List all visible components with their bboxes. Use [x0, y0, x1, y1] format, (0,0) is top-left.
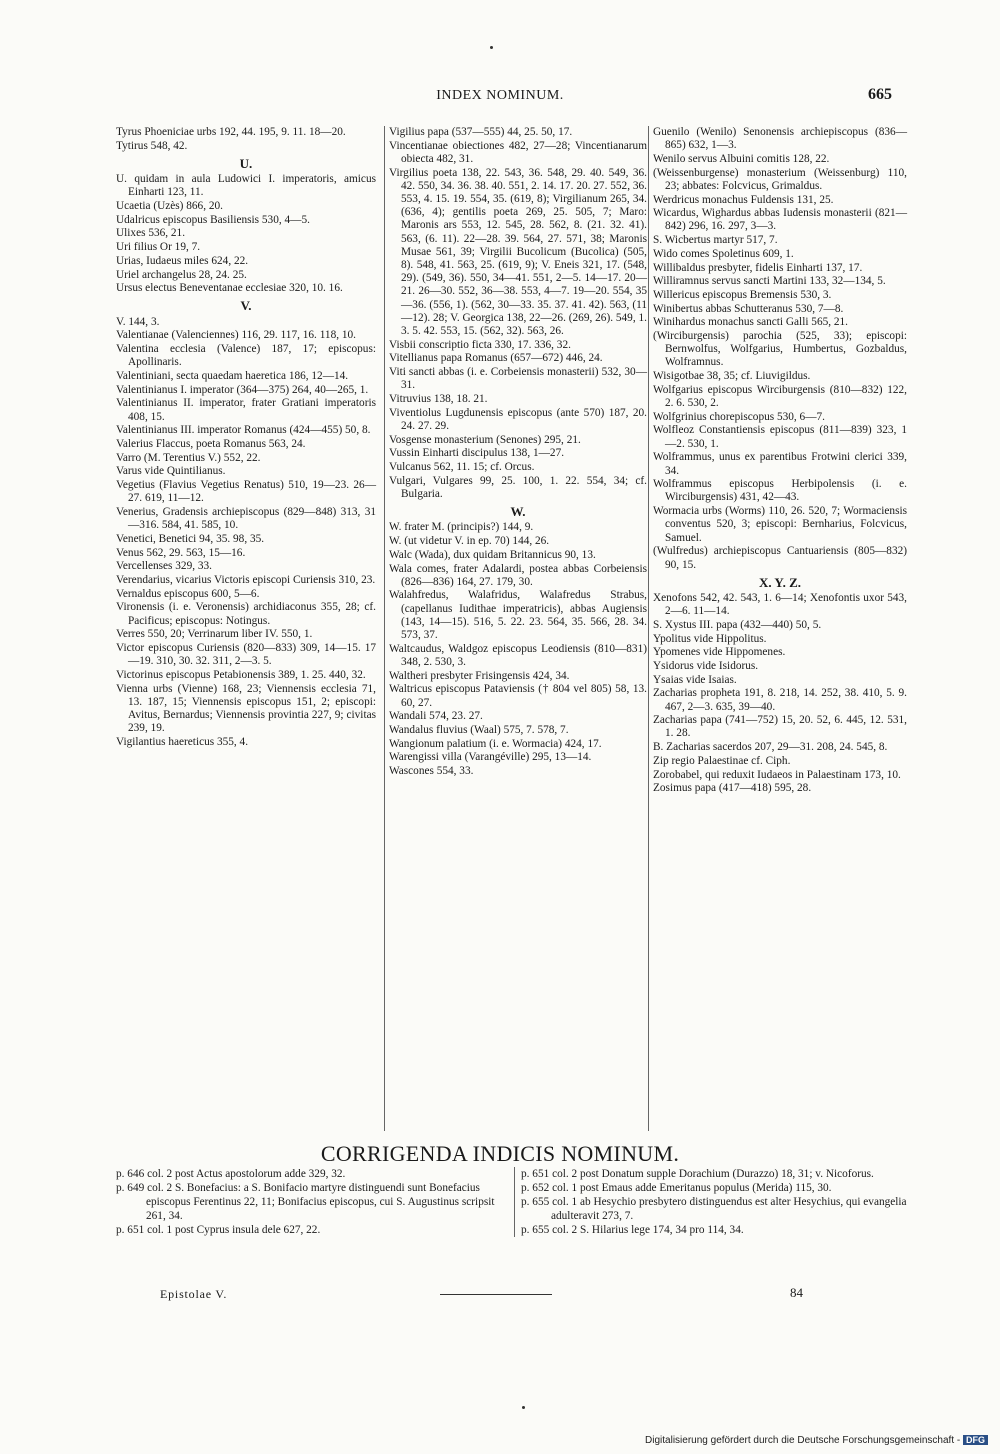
index-entry: Varus vide Quintilianus.: [116, 465, 226, 478]
index-entry: Urias, Iudaeus miles 624, 22.: [116, 254, 249, 267]
index-entry: Zosimus papa (417—418) 595, 28.: [653, 782, 812, 795]
index-entry: Venerius, Gradensis archiepiscopus (829—848) 313, 31—316. 584, 41. 585, 10.: [116, 505, 376, 532]
index-entry: Winihardus monachus sancti Galli 565, 21.: [653, 316, 849, 329]
index-entry: Williramnus servus sancti Martini 133, 32—134, 5.: [653, 275, 886, 288]
digitization-credit: [645, 1435, 988, 1446]
index-entry: Vegetius (Flavius Vegetius Renatus) 510, 19—23. 26—27. 619, 11—12.: [116, 479, 376, 505]
index-entry: Vigilantius haereticus 355, 4.: [116, 735, 249, 748]
index-entry: Werdricus monachus Fuldensis 131, 25.: [653, 193, 834, 206]
index-entry: Ulixes 536, 21.: [116, 227, 186, 240]
index-entry: Wenilo servus Albuini comitis 128, 22.: [653, 152, 830, 165]
index-entry: Valentinianus II. imperator, frater Gratiani imperatoris 408, 15.: [116, 397, 376, 423]
index-entry: Vernaldus episcopus 600, 5—6.: [116, 587, 260, 600]
index-column-2: [384, 126, 647, 1131]
index-entry: Vigilius papa (537—555) 44, 25. 50, 17.: [389, 126, 573, 138]
index-entry: Victor episcopus Curiensis (820—833) 309, 14—15. 17—19. 310, 30. 32. 311, 2—3. 5.: [116, 642, 376, 668]
index-column-3: [648, 126, 907, 1131]
index-entry: Vincentianae obiectiones 482, 27—28; Vincentianarum obiecta 482, 31.: [389, 139, 647, 165]
index-entry: Ucaetia (Uzès) 866, 20.: [116, 200, 223, 213]
index-entry: Visbii conscriptio ficta 330, 17. 336, 32.: [389, 338, 571, 351]
index-entry: Xenofons 542, 42. 543, 1. 6—14; Xenofontis uxor 543, 2—6. 11—14.: [653, 591, 907, 618]
index-entry: Zorobabel, qui reduxit Iudaeos in Palaestinam 173, 10.: [653, 768, 901, 781]
index-entry: Wolfleoz Constantiensis episcopus (811—839) 323, 1—2. 530, 1.: [653, 424, 907, 450]
index-entry: Walahfredus, Walafridus, Walafredus Strabus, (capellanus Iudithae imperatricis), abbas Augiensis (143, 14—15). 516, 5. 22. 23. 564, 35. 566, 28. 34. 573, 37.: [389, 589, 647, 642]
index-entry: Virgilius poeta 138, 22. 543, 36. 548, 29. 40. 549, 36. 42. 550, 34. 36. 38. 40. 551, 2. 14. 17. 20. 27. 552, 36. 553, 4. 15. 19. 554, 35. (619, 8); Virgilianum 265, 34. (636, 4); gentilis poeta 269, 25. 505, 7; Maro: Maronis ars 553, 12. 545, 28. 562, 8. (21. 32. 41). 563, (6. 11). 22—28. 39. 564, 27. 571, 38; Maronis Musae 561, 39; Virgilii Bucolicum (Bucolica) (505, 8). 548, 41. 563, 25. (619, 9); V. Eneis 321, 17. (548, 29). (549, 36). 550, 34—41. 551, 2—5. 14—17. 20—21. 26—30. 552, 36—38. 553, 4—7. 19—20. 554, 35—36. (556, 1). (562, 30—33. 35. 37. 41. 42). 563, (11—12). 28; V. Georgica 138, 22—26. (269, 26). 549, 1. 3. 5. 42. 553, 15. (562, 32). 563, 26.: [389, 166, 647, 338]
index-entry: Victorinus episcopus Petabionensis 389, 1. 25. 440, 32.: [116, 668, 366, 681]
index-entry: Wido comes Spoletinus 609, 1.: [653, 247, 794, 260]
corrigenda-right-column: [514, 1167, 911, 1237]
index-entry: Ursus electus Beneventanae ecclesiae 320, 10. 16.: [116, 282, 343, 295]
corrigenda-title: CORRIGENDA INDICIS NOMINUM.: [320, 1141, 680, 1166]
index-entry: Uri filius Or 19, 7.: [116, 241, 201, 254]
section-letter: V.: [240, 298, 252, 314]
index-entry: Tytirus 548, 42.: [116, 139, 188, 152]
index-entry: Vitruvius 138, 18. 21.: [389, 393, 488, 406]
index-entry: Waltricus episcopus Pataviensis († 804 vel 805) 58, 13. 60, 27.: [389, 683, 647, 709]
index-entry: Wormacia urbs (Worms) 110, 26. 520, 7; Wormaciensis conventus 520, 3; episcopi: Bernharius, Folcvicus, Samuel.: [653, 505, 907, 544]
corrigendum-item: p. 646 col. 2 post Actus apostolorum adde 329, 32.: [116, 1168, 346, 1180]
index-entry: Vitellianus papa Romanus (657—672) 446, 24.: [389, 352, 603, 365]
index-entry: U. quidam in aula Ludowici I. imperatoris, amicus Einharti 123, 11.: [116, 173, 376, 199]
index-entry: Wolfgarius episcopus Wirciburgensis (810—832) 122, 2. 6. 530, 2.: [653, 383, 907, 410]
section-letter: X. Y. Z.: [758, 574, 802, 590]
index-entry: Warengissi villa (Varangéville) 295, 13—14.: [389, 751, 592, 764]
print-speck: [522, 1406, 525, 1409]
index-entry: Wala comes, frater Adalardi, postea abbas Corbeiensis (826—836) 164, 27. 179, 30.: [389, 562, 647, 588]
corrigendum-item: p. 655 col. 1 ab Hesychio presbytero distinguendus est alter Hesychius, qui evangelia adulteravit 273, 7.: [521, 1196, 907, 1222]
index-entry: Varro (M. Terentius V.) 552, 22.: [116, 451, 261, 464]
index-entry: W. frater M. (principis?) 144, 9.: [389, 521, 534, 534]
index-entry: Valentianae (Valenciennes) 116, 29. 117, 16. 118, 10.: [116, 329, 356, 342]
index-entry: Wolfgrinius chorepiscopus 530, 6—7.: [653, 410, 825, 423]
sheet-signature: Epistolae V.: [160, 1287, 228, 1301]
index-entry: Verres 550, 20; Verrinarum liber IV. 550, 1.: [116, 628, 313, 641]
index-entry: B. Zacharias sacerdos 207, 29—31. 208, 24. 545, 8.: [653, 741, 888, 754]
index-entry: Waltcaudus, Waldgoz episcopus Leodiensis (810—831) 348, 2. 530, 3.: [389, 642, 647, 668]
index-entry: Valerius Flaccus, poeta Romanus 563, 24.: [116, 437, 306, 450]
index-entry: Viventiolus Lugdunensis episcopus (ante 570) 187, 20. 24. 27. 29.: [389, 406, 647, 432]
corrigendum-item: p. 649 col. 2 S. Bonefacius: a S. Bonifacio martyre distinguendi sunt Bonefacius episcopus Ferentinus 22, 11; Bonifacius episcopus, cui S. Augustinus scripsit 261, 34.: [116, 1182, 495, 1222]
credit-text: Digitalisierung gefördert durch die Deutsche Forschungsgemeinschaft -: [645, 1435, 961, 1446]
running-header-title: INDEX NOMINUM.: [436, 88, 564, 103]
index-entry: V. 144, 3.: [116, 315, 160, 328]
footer-rule: [440, 1294, 552, 1295]
index-entry: Wisigotbae 38, 35; cf. Liuvigildus.: [653, 370, 811, 383]
corrigendum-item: p. 651 col. 1 post Cyprus insula dele 627, 22.: [116, 1224, 321, 1236]
index-entry: Viti sancti abbas (i. e. Corbeiensis monasterii) 532, 30—31.: [389, 366, 647, 392]
section-letter: U.: [239, 155, 253, 171]
index-entry: Valentinianus III. imperator Romanus (424—455) 50, 8.: [116, 424, 371, 437]
index-entry: Ysidorus vide Isidorus.: [653, 659, 759, 672]
index-column-1: [116, 126, 376, 750]
index-entry: Valentinianus I. imperator (364—375) 264, 40—265, 1.: [116, 383, 369, 396]
index-entry: Vironensis (i. e. Veronensis) archidiaconus 355, 28; cf. Pacificus; episcopus: Notingus.: [116, 601, 376, 627]
corrigenda-left-column: [116, 1167, 500, 1237]
index-entry: Ypolitus vide Hippolitus.: [653, 632, 767, 645]
index-entry: Vercellenses 329, 33.: [116, 560, 212, 573]
index-entry: Zacharias propheta 191, 8. 218, 14. 252, 38. 410, 5. 9. 467, 2—3. 635, 39—40.: [653, 687, 907, 713]
corrigendum-item: p. 655 col. 2 S. Hilarius lege 174, 34 pro 114, 34.: [521, 1224, 744, 1236]
index-entry: Wascones 554, 33.: [389, 765, 474, 778]
index-entry: Vosgense monasterium (Senones) 295, 21.: [389, 433, 581, 446]
corrigendum-item: p. 652 col. 1 post Emaus adde Emeritanus populus (Merida) 115, 30.: [521, 1182, 832, 1194]
print-speck: [490, 46, 493, 49]
index-entry: Tyrus Phoeniciae urbs 192, 44. 195, 9. 11. 18—20.: [116, 126, 346, 138]
index-entry: Venus 562, 29. 563, 15—16.: [116, 546, 246, 559]
index-entry: Verendarius, vicarius Victoris episcopi Curiensis 310, 23.: [116, 574, 376, 586]
corrigendum-item: p. 651 col. 2 post Donatum supple Dorachium (Durazzo) 18, 31; v. Nicoforus.: [521, 1168, 874, 1180]
index-entry: Wandalus fluvius (Waal) 575, 7. 578, 7.: [389, 723, 569, 736]
section-letter: W.: [510, 504, 526, 520]
index-entry: Ypomenes vide Hippomenes.: [653, 646, 786, 659]
index-entry: Wolframmus episcopus Herbipolensis (i. e. Wirciburgensis) 431, 42—43.: [653, 478, 907, 504]
index-entry: Walc (Wada), dux quidam Britannicus 90, 13.: [389, 548, 596, 561]
index-entry: (Wirciburgensis) parochia (525, 33); episcopi: Bernwolfus, Wolfgarius, Humbertus, Gozbaldus, Wolframnus.: [653, 330, 907, 369]
index-entry: Vussin Einharti discipulus 138, 1—27.: [389, 447, 565, 460]
index-entry: Valentina ecclesia (Valence) 187, 17; episcopus: Apollinaris.: [116, 343, 376, 369]
dfg-logo: DFG: [963, 1435, 988, 1445]
index-entry: (Weissenburgense) monasterium (Weissenburg) 110, 23; abbates: Folcvicus, Grimaldus.: [653, 166, 907, 192]
index-entry: Willibaldus presbyter, fidelis Einharti 137, 17.: [653, 261, 863, 274]
index-entry: Zip regio Palaestinae cf. Ciph.: [653, 754, 791, 767]
index-entry: Wicardus, Wighardus abbas Iudensis monasterii (821—842) 296, 16. 297, 3—3.: [653, 207, 907, 233]
index-entry: W. (ut videtur V. in ep. 70) 144, 26.: [389, 535, 550, 548]
index-entry: Udalricus episcopus Basiliensis 530, 4—5.: [116, 213, 310, 226]
index-entry: S. Wicbertus martyr 517, 7.: [653, 234, 778, 247]
index-entry: Uriel archangelus 28, 24. 25.: [116, 268, 247, 281]
index-entry: Zacharias papa (741—752) 15, 20. 52, 6. 445, 12. 531, 1. 28.: [653, 714, 907, 740]
index-entry: S. Xystus III. papa (432—440) 50, 5.: [653, 618, 822, 631]
index-entry: Wangionum palatium (i. e. Wormacia) 424, 17.: [389, 737, 602, 750]
page-number: 665: [868, 86, 892, 103]
index-entry: Waltheri presbyter Frisingensis 424, 34.: [389, 669, 570, 682]
index-entry: Willericus episcopus Bremensis 530, 3.: [653, 288, 832, 301]
index-entry: Wandali 574, 23. 27.: [389, 710, 483, 723]
index-entry: Vulcanus 562, 11. 15; cf. Orcus.: [389, 461, 535, 474]
index-entry: Vienna urbs (Vienne) 168, 23; Viennensis ecclesia 71, 13. 187, 15; Viennensis episcopus 151, 2; episcopi: Avitus, Bernardus; Viennensis provintia 227, 9; civitas 239, 19.: [116, 682, 376, 735]
index-entry: Guenilo (Wenilo) Senonensis archiepiscopus (836—865) 632, 1—3.: [653, 126, 907, 152]
index-entry: Wolframmus, unus ex parentibus Frotwini clerici 339, 34.: [653, 451, 907, 477]
index-entry: Vulgari, Vulgares 99, 25. 100, 1. 22. 554, 34; cf. Bulgaria.: [389, 474, 647, 500]
sheet-number: 84: [790, 1285, 803, 1300]
index-entry: Venetici, Benetici 94, 35. 98, 35.: [116, 532, 265, 545]
index-entry: Winibertus abbas Schutteranus 530, 7—8.: [653, 302, 844, 315]
index-entry: Ysaias vide Isaias.: [653, 673, 737, 686]
index-entry: (Wulfredus) archiepiscopus Cantuariensis (805—832) 90, 15.: [653, 545, 907, 571]
index-entry: Valentiniani, secta quaedam haeretica 186, 12—14.: [116, 369, 349, 382]
